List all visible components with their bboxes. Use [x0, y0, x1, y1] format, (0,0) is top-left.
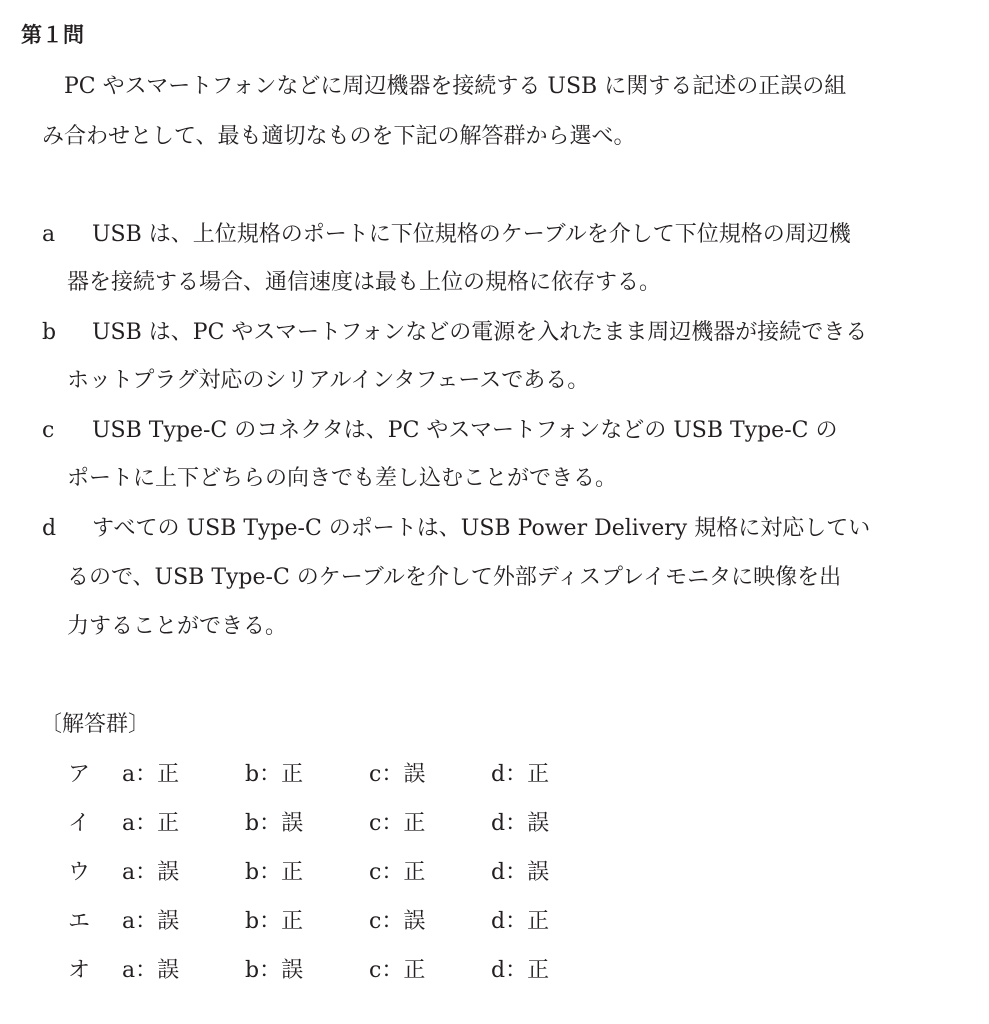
choice-d-value: d：正: [491, 909, 550, 934]
choice-b-value: b：誤: [245, 811, 304, 836]
statement-b-line-2: ホットプラグ対応のシリアルインタフェースである。: [67, 368, 590, 393]
choice-label: エ: [68, 909, 91, 934]
statement-d-line-2: るので、USB Type-C のケーブルを介して外部ディスプレイモニタに映像を出: [67, 565, 842, 590]
answer-choice: [0, 809, 700, 839]
answer-choice: [0, 858, 700, 888]
question-heading: 第１問: [21, 23, 84, 47]
choice-d-value: d：正: [491, 958, 550, 983]
choice-a-value: a：正: [122, 811, 180, 836]
choice-label: ウ: [68, 860, 91, 885]
choice-c-value: c：正: [369, 811, 426, 836]
choice-a-value: a：誤: [122, 860, 180, 885]
statement-d-letter: d: [42, 516, 57, 541]
choice-a-value: a：誤: [122, 909, 180, 934]
choice-a-value: a：誤: [122, 958, 180, 983]
statement-d-line-3: 力することができる。: [67, 614, 288, 639]
statement-d-line-1: すべての USB Type-C のポートは、USB Power Delivery 規格に対応してい: [92, 516, 871, 541]
choice-a-value: a：正: [122, 762, 180, 787]
choice-b-value: b：正: [245, 909, 304, 934]
choice-d-value: d：誤: [491, 860, 550, 885]
choice-label: オ: [68, 958, 91, 983]
statement-a-line-1: USB は、上位規格のポートに下位規格のケーブルを介して下位規格の周辺機: [92, 222, 851, 247]
statement-a-letter: a: [42, 222, 56, 247]
choice-label: イ: [68, 811, 91, 836]
statement-a-line-2: 器を接続する場合、通信速度は最も上位の規格に依存する。: [67, 270, 662, 295]
choice-d-value: d：誤: [491, 811, 550, 836]
choice-b-value: b：正: [245, 762, 304, 787]
answer-group-title: 〔解答群〕: [40, 712, 151, 737]
answer-choice: [0, 956, 700, 986]
statement-c-letter: c: [42, 418, 55, 443]
choice-c-value: c：誤: [369, 909, 426, 934]
answer-choice: [0, 907, 700, 937]
choice-c-value: c：正: [369, 860, 426, 885]
question-intro-line-1: PC やスマートフォンなどに周辺機器を接続する USB に関する記述の正誤の組: [64, 74, 847, 99]
statement-c-line-2: ポートに上下どちらの向きでも差し込むことができる。: [67, 466, 618, 491]
choice-c-value: c：誤: [369, 762, 426, 787]
choice-b-value: b：正: [245, 860, 304, 885]
choice-d-value: d：正: [491, 762, 550, 787]
statement-b-line-1: USB は、PC やスマートフォンなどの電源を入れたまま周辺機器が接続できる: [92, 320, 868, 345]
question-intro-line-2: み合わせとして、最も適切なものを下記の解答群から選べ。: [42, 124, 636, 149]
choice-c-value: c：正: [369, 958, 426, 983]
choice-b-value: b：誤: [245, 958, 304, 983]
statement-c-line-1: USB Type-C のコネクタは、PC やスマートフォンなどの USB Type-C の: [92, 418, 838, 443]
choice-label: ア: [68, 762, 91, 787]
statement-b-letter: b: [42, 320, 57, 345]
answer-choice: [0, 760, 700, 790]
